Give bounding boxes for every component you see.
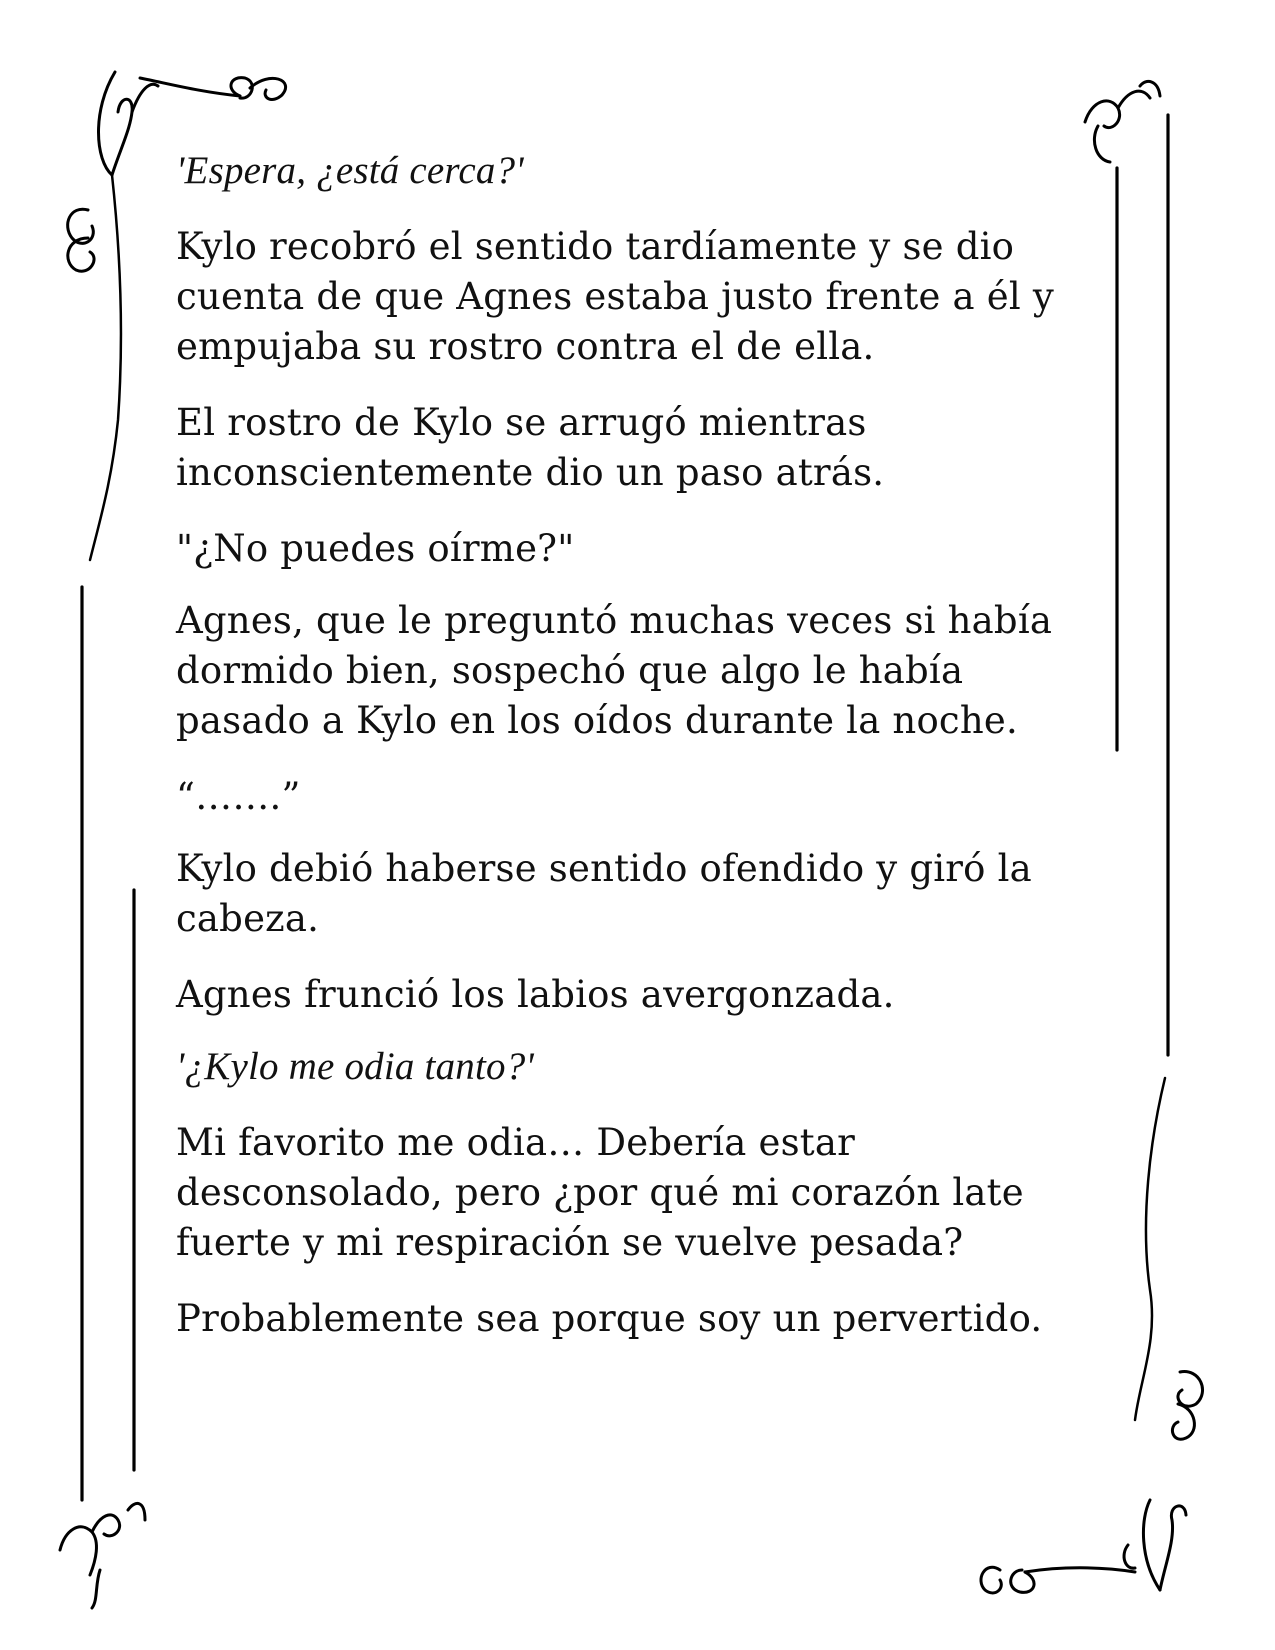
flourish-top-right <box>1085 81 1160 162</box>
flourish-bottom-left <box>60 1503 145 1608</box>
dialogue-paragraph-1: "¿No puedes oírme?" <box>176 527 575 570</box>
thought-paragraph-1: 'Espera, ¿está cerca?' <box>176 149 524 192</box>
narration-paragraph-4: Kylo debió haberse sentido ofendido y giró la cabeza. <box>176 847 1032 940</box>
narration-paragraph-5: Agnes frunció los labios avergonzada. <box>176 973 895 1016</box>
narration-paragraph-3: Agnes, que le preguntó muchas veces si había dormido bien, sospechó que algo le había pasado a Kylo en los oídos durante la noche. <box>176 599 1053 742</box>
dialogue-paragraph-2: “…….” <box>176 775 301 818</box>
narration-paragraph-2: El rostro de Kylo se arrugó mientras inconscientemente dio un paso atrás. <box>176 401 885 494</box>
narration-paragraph-1: Kylo recobró el sentido tardíamente y se dio cuenta de que Agnes estaba justo frente a él y empujaba su rostro contra el de ella. <box>176 225 1054 368</box>
thought-paragraph-2: '¿Kylo me odia tanto?' <box>176 1045 534 1088</box>
narration-paragraph-7: Probablemente sea porque soy un pervertido. <box>176 1297 1043 1340</box>
narration-paragraph-6: Mi favorito me odia… Debería estar desconsolado, pero ¿por qué mi corazón late fuerte y mi respiración se vuelve pesada? <box>176 1121 1024 1264</box>
chapter-text <box>176 146 1076 1370</box>
